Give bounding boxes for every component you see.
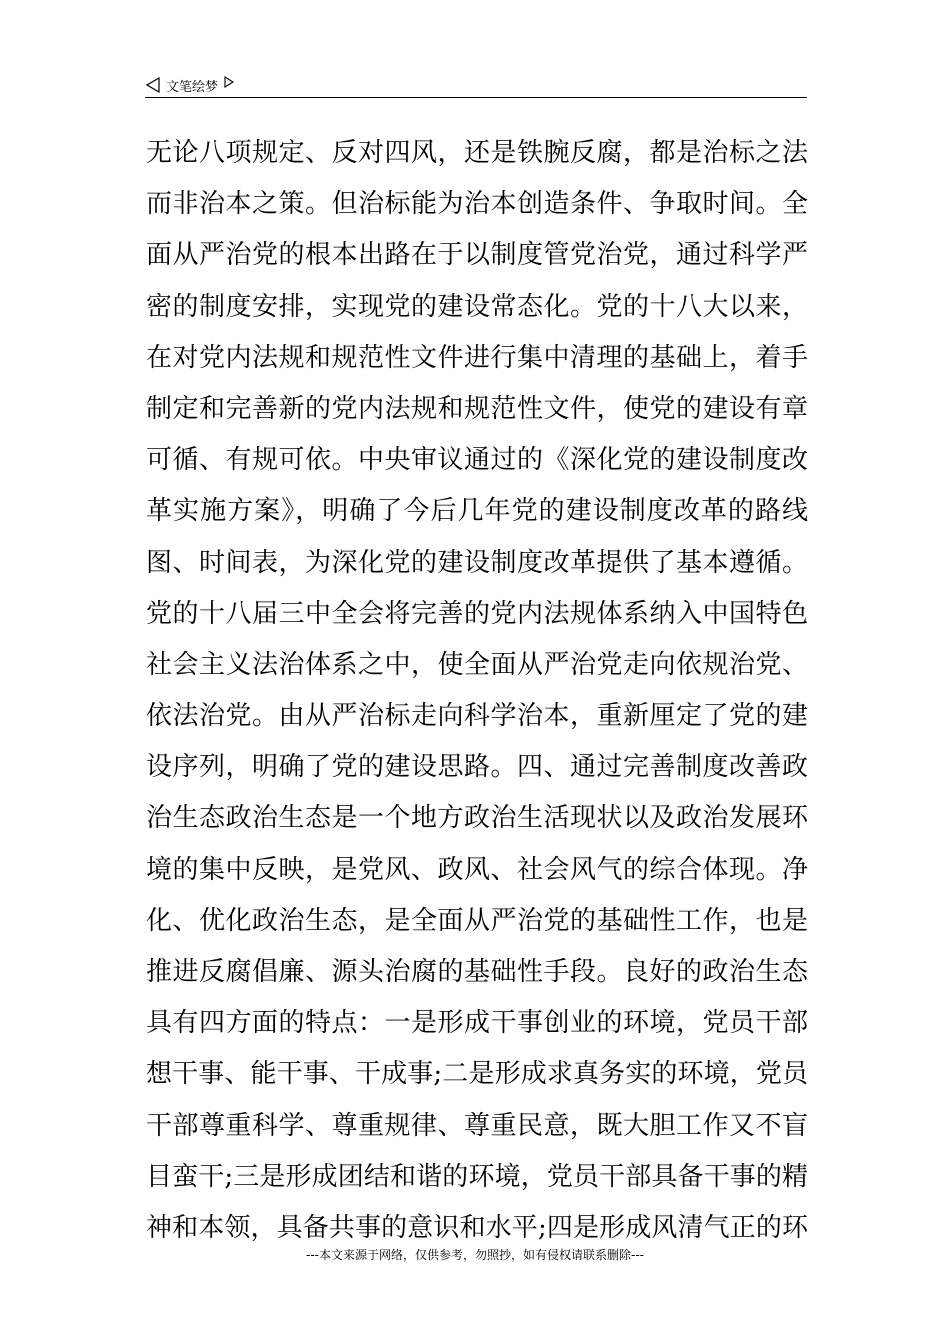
text-line: 治生态政治生态是一个地方政治生活现状以及政治发展环 xyxy=(146,803,808,834)
text-line: 制定和完善新的党内法规和规范性文件，使党的建设有章 xyxy=(146,393,808,424)
text-line: 化、优化政治生态，是全面从严治党的基础性工作，也是 xyxy=(146,905,808,936)
document-body xyxy=(146,128,808,1254)
text-line: 社会主义法治体系之中，使全面从严治党走向依规治党、 xyxy=(146,649,808,680)
page-header xyxy=(146,74,806,96)
text-line: 无论八项规定、反对四风，还是铁腕反腐，都是治标之法 xyxy=(146,138,808,168)
header-title: 文笔绘梦 xyxy=(166,79,219,95)
text-line: 推进反腐倡廉、源头治腐的基础性手段。良好的政治生态 xyxy=(146,957,808,987)
text-line: 而非治本之策。但治标能为治本创造条件、争取时间。全 xyxy=(146,189,808,220)
text-line: 境的集中反映，是党风、政风、社会风气的综合体现。净 xyxy=(146,854,808,885)
triangle-left-icon xyxy=(146,77,160,93)
text-line: 可循、有规可依。中央审议通过的《深化党的建设制度改 xyxy=(146,445,808,476)
text-line: 党的十八届三中全会将完善的党内法规体系纳入中国特色 xyxy=(146,598,808,629)
text-line: 革实施方案》，明确了今后几年党的建设制度改革的路线 xyxy=(146,496,808,527)
text-line: 设序列，明确了党的建设思路。四、通过完善制度改善政 xyxy=(146,752,808,783)
text-line: 面从严治党的根本出路在于以制度管党治党，通过科学严 xyxy=(146,240,808,271)
text-line: 想干事、能干事、干成事;二是形成求真务实的环境，党员 xyxy=(146,1059,808,1090)
text-line: 图、时间表，为深化党的建设制度改革提供了基本遵循。 xyxy=(146,547,808,578)
text-line: 具有四方面的特点：一是形成干事创业的环境，党员干部 xyxy=(146,1008,808,1039)
text-line: 目蛮干;三是形成团结和谐的环境，党员干部具备干事的精 xyxy=(146,1161,808,1192)
text-line: 干部尊重科学、尊重规律、尊重民意，既大胆工作又不盲 xyxy=(146,1110,808,1141)
text-line: 在对党内法规和规范性文件进行集中清理的基础上，着手 xyxy=(146,342,808,373)
text-line: 神和本领，具备共事的意识和水平;四是形成风清气正的环 xyxy=(146,1212,808,1243)
footer-disclaimer: ---本文来源于网络，仅供参考，勿照抄，如有侵权请联系删除--- xyxy=(306,1248,644,1262)
text-line: 密的制度安排，实现党的建设常态化。党的十八大以来， xyxy=(146,291,808,322)
triangle-right-icon xyxy=(224,76,234,88)
text-line: 依法治党。由从严治标走向科学治本，重新厘定了党的建 xyxy=(146,701,808,732)
header-divider xyxy=(145,97,807,98)
